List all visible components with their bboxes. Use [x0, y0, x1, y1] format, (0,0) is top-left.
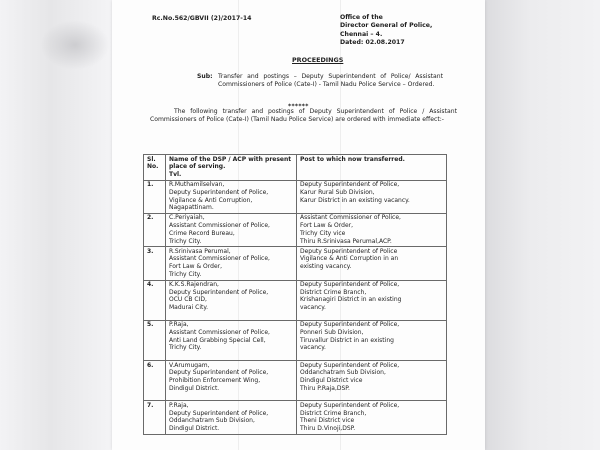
subject-label: Sub: — [197, 73, 213, 80]
intro-paragraph: The following transfer and postings of Deputy Superintendent of Police / Assistant Commissioners of Police (Cate-I) (Tamil Nadu Police Service) are ordered with immediate effect:- — [150, 108, 457, 124]
table-row — [144, 280, 447, 320]
officer-cell: P.Raja, Assistant Commissioner of Police, Anti Land Grabbing Special Cell, Trichy City. — [166, 320, 297, 360]
separator: ****** — [288, 103, 309, 110]
office-line: Office of the — [340, 14, 383, 21]
office-line: Director General of Police, — [340, 22, 433, 30]
table-row — [144, 361, 447, 401]
header-name: Name of the DSP / ACP with present place of serving. Tvl. — [166, 155, 297, 181]
row-number: 6. — [144, 361, 166, 401]
row-number: 3. — [144, 247, 166, 280]
officer-cell: C.Periyaiah, Assistant Commissioner of Police, Crime Record Bureau, Trichy City. — [166, 213, 297, 246]
table-row — [144, 247, 447, 280]
post-cell: Deputy Superintendent of Police, District Crime Branch, Krishanagiri District in an existing vacancy. — [297, 280, 447, 320]
table-row — [144, 180, 447, 213]
post-cell: Deputy Superintendent of Police, Karur Rural Sub Division, Karur District in an existing vacancy. — [297, 180, 447, 213]
office-address — [340, 14, 432, 47]
background-left — [0, 0, 112, 450]
row-number: 5. — [144, 320, 166, 360]
transfer-table — [143, 154, 447, 435]
table-header-row — [144, 155, 447, 181]
background-right — [485, 0, 600, 450]
post-cell: Deputy Superintendent of Police Vigilance & Anti Corruption in an existing vacancy. — [297, 247, 447, 280]
row-number: 2. — [144, 213, 166, 246]
row-number: 1. — [144, 180, 166, 213]
office-line: Chennai – 4. — [340, 30, 383, 38]
row-number: 7. — [144, 401, 166, 434]
officer-cell: P.Raja, Deputy Superintendent of Police, Oddanchatram Sub Division, Dindigul District. — [166, 401, 297, 434]
document-title: PROCEEDINGS — [292, 56, 344, 64]
officer-cell: K.K.S.Rajendran, Deputy Superintendent of Police, OCU CB CID, Madurai City. — [166, 280, 297, 320]
header-post: Post to which now transferred. — [297, 155, 447, 181]
date-line: Dated: 02.08.2017 — [340, 38, 405, 46]
post-cell: Deputy Superintendent of Police, Ponneri Sub Division, Tiruvallur District in an existing vacancy. — [297, 320, 447, 360]
table-row — [144, 401, 447, 434]
subject-text: Transfer and postings – Deputy Superintendent of Police/ Assistant Commissioners of Police (Cate-I) - Tamil Nadu Police Service – Ordered. — [218, 73, 443, 89]
officer-cell: R.Srinivasa Perumal, Assistant Commissioner of Police, Fort Law & Order, Trichy City. — [166, 247, 297, 280]
table-row — [144, 213, 447, 246]
table-row — [144, 320, 447, 360]
post-cell: Deputy Superintendent of Police, District Crime Branch, Theni District vice Thiru D.Vinoji,DSP. — [297, 401, 447, 434]
officer-cell: R.Muthamilselvan, Deputy Superintendent of Police, Vigilance & Anti Corruption, Nagapattinam. — [166, 180, 297, 213]
reference-number: Rc.No.562/GBVII (2)/2017-14 — [152, 15, 252, 22]
header-sl-no: Sl. No. — [144, 155, 166, 181]
officer-cell: V.Arumugam, Deputy Superintendent of Police, Prohibition Enforcement Wing, Dindigul District. — [166, 361, 297, 401]
post-cell: Deputy Superintendent of Police, Oddanchatram Sub Division, Dindigul District vice Thiru P.Raja,DSP. — [297, 361, 447, 401]
post-cell: Assistant Commissioner of Police, Fort Law & Order, Trichy City vice Thiru R.Srinivasa Perumal,ACP. — [297, 213, 447, 246]
row-number: 4. — [144, 280, 166, 320]
